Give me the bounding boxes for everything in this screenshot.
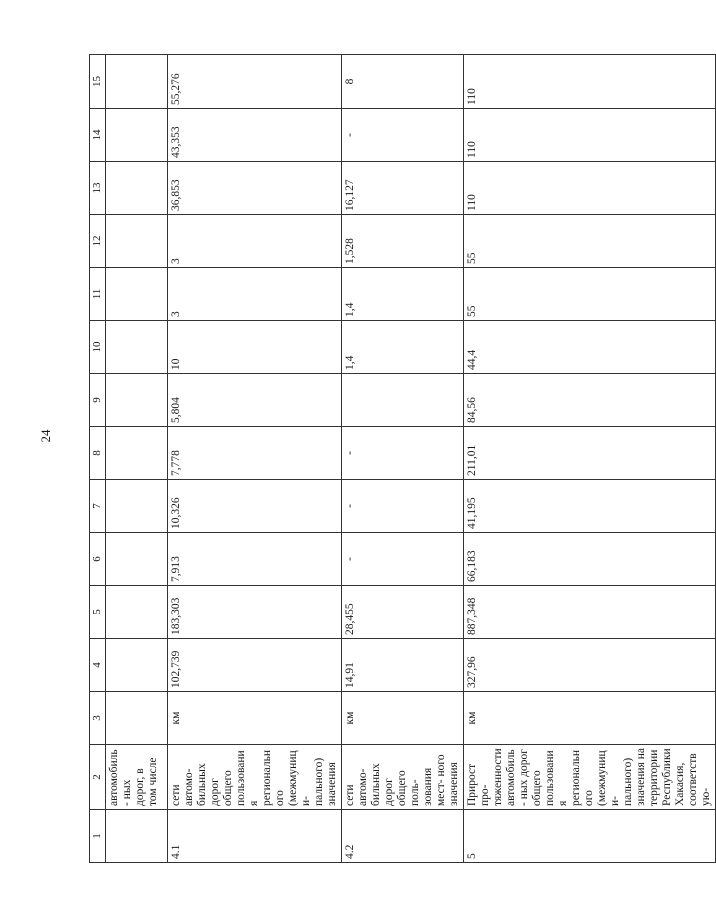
- table-cell: 110: [464, 55, 716, 109]
- row-name: автомобиль- ных дорог, в том числе: [106, 745, 168, 810]
- table-cell: 66,183: [464, 533, 716, 586]
- table-cell: 102,739: [168, 639, 342, 692]
- row-unit: [106, 692, 168, 745]
- table-cell: [106, 533, 168, 586]
- table-row: [342, 55, 464, 863]
- column-header: 3: [90, 692, 106, 745]
- table-row: [106, 55, 168, 863]
- row-unit: км: [168, 692, 342, 745]
- table-cell: 55: [464, 215, 716, 268]
- table-row: [168, 55, 342, 863]
- table-cell: 1,528: [342, 215, 464, 268]
- table-cell: 55,276: [168, 55, 342, 109]
- table-cell: 1,4: [342, 268, 464, 321]
- table-cell: 110: [464, 162, 716, 215]
- column-header: 7: [90, 480, 106, 533]
- column-header: 1: [90, 810, 106, 863]
- row-name: сети автомо- бильных дорог общего пользования регионального (межмуници- пального) значения: [168, 745, 342, 810]
- table-cell: [106, 55, 168, 109]
- table-cell: -: [342, 533, 464, 586]
- row-unit: км: [464, 692, 716, 745]
- column-header: 12: [90, 215, 106, 268]
- column-header: 4: [90, 639, 106, 692]
- table-cell: 14,91: [342, 639, 464, 692]
- column-header: 11: [90, 268, 106, 321]
- table-cell: 211,01: [464, 427, 716, 480]
- table-row: [464, 55, 716, 863]
- table-cell: 55: [464, 268, 716, 321]
- table-cell: 10: [168, 321, 342, 374]
- table-cell: 36,853: [168, 162, 342, 215]
- table-cell: 887,348: [464, 586, 716, 639]
- table-cell: -: [342, 480, 464, 533]
- table-cell: 10,326: [168, 480, 342, 533]
- table-cell: [106, 480, 168, 533]
- table-cell: [106, 427, 168, 480]
- table-cell: 3: [168, 268, 342, 321]
- row-number: 4.1: [168, 810, 342, 863]
- column-header: 14: [90, 109, 106, 162]
- row-number: [106, 810, 168, 863]
- table-cell: [106, 639, 168, 692]
- column-header: 10: [90, 321, 106, 374]
- column-header: 13: [90, 162, 106, 215]
- page-number: 24: [38, 429, 53, 443]
- indicators-table: [89, 54, 716, 863]
- row-number: 4.2: [342, 810, 464, 863]
- table-cell: [342, 374, 464, 427]
- column-header: 8: [90, 427, 106, 480]
- table-cell: 3: [168, 215, 342, 268]
- table-cell: -: [342, 109, 464, 162]
- table-cell: [106, 374, 168, 427]
- row-name: Прирост про- тяженности автомобиль- ных дорог общего пользования регионального (межмуници- пального) значения на территории Республики Хакасия, соответствую-: [464, 745, 716, 810]
- table-cell: [106, 109, 168, 162]
- table-cell: [106, 215, 168, 268]
- header-row: [90, 55, 106, 863]
- row-unit: км: [342, 692, 464, 745]
- table-cell: 110: [464, 109, 716, 162]
- table-cell: 28,455: [342, 586, 464, 639]
- table-cell: 7,913: [168, 533, 342, 586]
- column-header: 6: [90, 533, 106, 586]
- row-number: 5: [464, 810, 716, 863]
- column-header: 5: [90, 586, 106, 639]
- table-cell: [106, 268, 168, 321]
- table-cell: 183,303: [168, 586, 342, 639]
- column-header: 9: [90, 374, 106, 427]
- table-cell: -: [342, 427, 464, 480]
- table-cell: 16,127: [342, 162, 464, 215]
- table-cell: 1,4: [342, 321, 464, 374]
- table-cell: 5,804: [168, 374, 342, 427]
- table-cell: [106, 321, 168, 374]
- row-name: сети автомо- бильных дорог общего поль- зования мест- ного значения: [342, 745, 464, 810]
- table-cell: 8: [342, 55, 464, 109]
- table-cell: [106, 162, 168, 215]
- table-cell: 84,56: [464, 374, 716, 427]
- column-header: 15: [90, 55, 106, 109]
- table-cell: 41,195: [464, 480, 716, 533]
- table-container: [89, 73, 712, 863]
- table-cell: 7,778: [168, 427, 342, 480]
- table-cell: 44,4: [464, 321, 716, 374]
- table-cell: [106, 586, 168, 639]
- table-cell: 43,353: [168, 109, 342, 162]
- column-header: 2: [90, 745, 106, 810]
- table-cell: 327,96: [464, 639, 716, 692]
